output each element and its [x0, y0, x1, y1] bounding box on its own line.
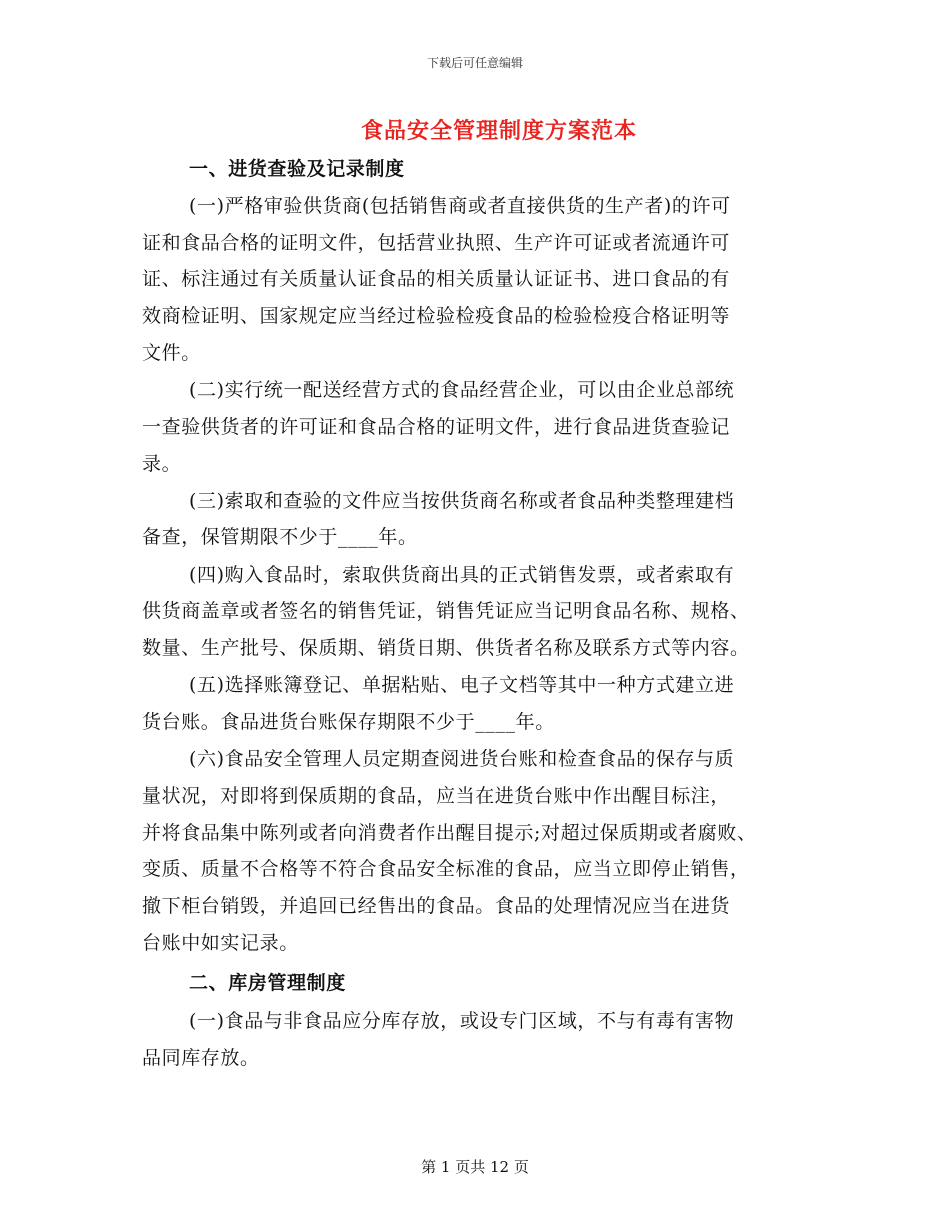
paragraph-line: 变质、质量不合格等不符合食品安全标准的食品，应当立即停止销售， [142, 858, 750, 880]
paragraph-line: 品同库存放。 [142, 1047, 260, 1069]
paragraph-line: 一查验供货者的许可证和食品合格的证明文件，进行食品进货查验记 [142, 416, 731, 438]
section-heading: 二、库房管理制度 [189, 972, 346, 994]
paragraph-line: 并将食品集中陈列或者向消费者作出醒目提示;对超过保质期或者腐败、 [142, 822, 757, 844]
paragraph-line: 证和食品合格的证明文件，包括营业执照、生产许可证或者流通许可 [142, 232, 731, 254]
paragraph-line: 备查，保管期限不少于____年。 [142, 526, 418, 548]
document-title: 食品安全管理制度方案范本 [360, 118, 637, 144]
paragraph-line: (四)购入食品时，索取供货商出具的正式销售发票，或者索取有 [189, 564, 735, 586]
paragraph-line: (三)索取和查验的文件应当按供货商名称或者食品种类整理建档 [189, 490, 735, 512]
paragraph-line: (一)食品与非食品应分库存放，或设专门区域，不与有毒有害物 [189, 1010, 735, 1032]
paragraph-line: (一)严格审验供货商(包括销售商或者直接供货的生产者)的许可 [189, 195, 731, 217]
paragraph-line: 供货商盖章或者签名的销售凭证，销售凭证应当记明食品名称、规格、 [142, 600, 750, 622]
paragraph-line: 台账中如实记录。 [142, 932, 299, 954]
paragraph-line: 数量、生产批号、保质期、销货日期、供货者名称及联系方式等内容。 [142, 637, 750, 659]
paragraph-line: 录。 [142, 453, 182, 475]
paragraph-line: 证、标注通过有关质量认证食品的相关质量认证证书、进口食品的有 [142, 268, 731, 290]
paragraph-line: 货台账。食品进货台账保存期限不少于____年。 [142, 711, 555, 733]
page-number: 第 1 页共 12 页 [421, 1158, 529, 1176]
paragraph-line: (二)实行统一配送经营方式的食品经营企业，可以由企业总部统 [189, 379, 735, 401]
paragraph-line: (五)选择账簿登记、单据粘贴、电子文档等其中一种方式建立进 [189, 674, 735, 696]
paragraph-line: (六)食品安全管理人员定期查阅进货台账和检查食品的保存与质 [189, 748, 735, 770]
section-heading: 一、进货查验及记录制度 [189, 158, 405, 180]
paragraph-line: 量状况，对即将到保质期的食品，应当在进货台账中作出醒目标注， [142, 785, 731, 807]
paragraph-line: 文件。 [142, 342, 201, 364]
page-header-note: 下载后可任意编辑 [426, 56, 523, 70]
paragraph-line: 撤下柜台销毁，并追回已经售出的食品。食品的处理情况应当在进货 [142, 895, 731, 917]
paragraph-line: 效商检证明、国家规定应当经过检验检疫食品的检验检疫合格证明等 [142, 305, 731, 327]
